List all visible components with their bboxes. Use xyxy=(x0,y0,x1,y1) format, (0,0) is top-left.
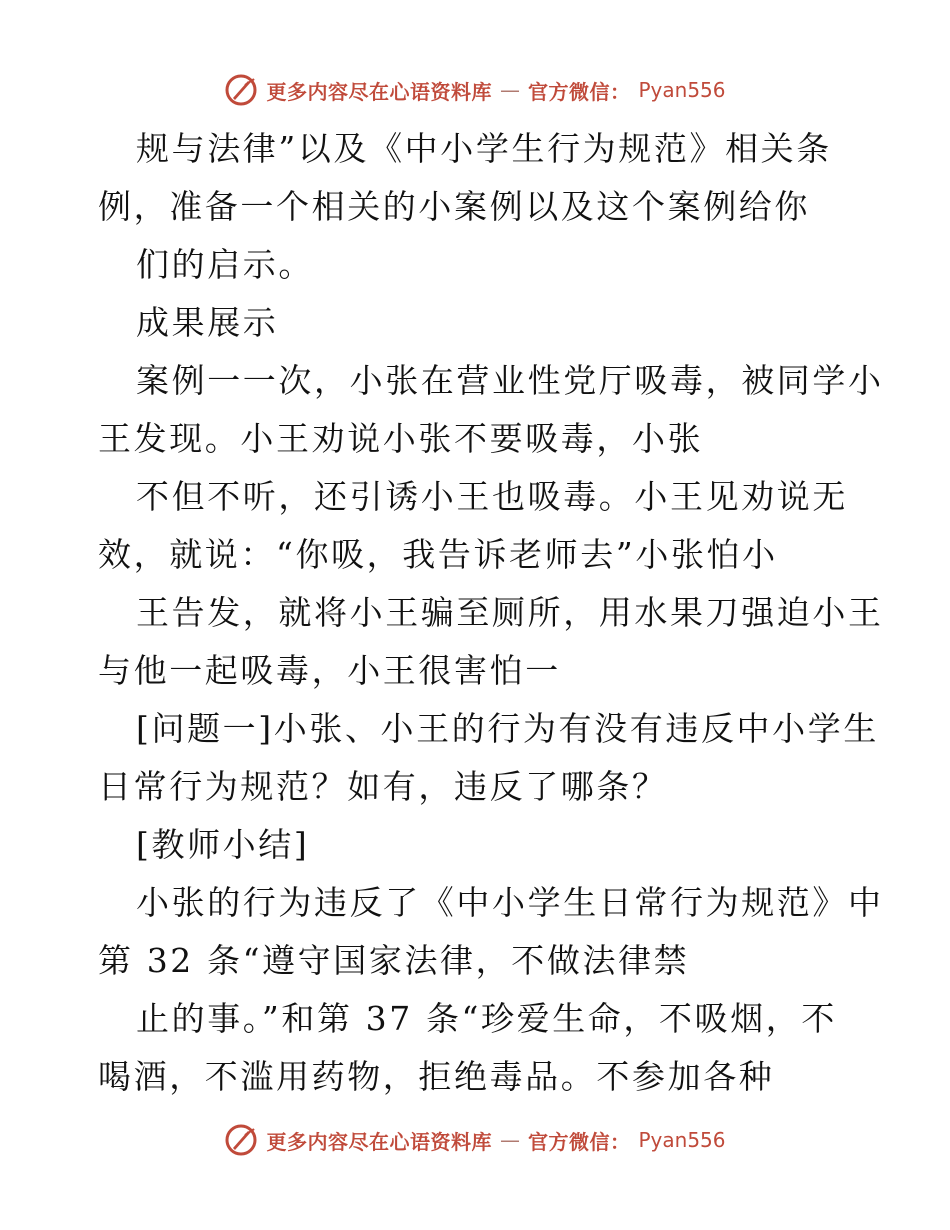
text-line: 规与法律”以及《中小学生行为规范》相关条 xyxy=(136,129,832,168)
text-line: 效，就说：“你吸，我告诉老师去”小张怕小 xyxy=(98,535,778,574)
text-line: 王发现。小王劝说小张不要吸毒，小张 xyxy=(98,419,704,458)
text-line: 止的事。”和第 37 条“珍爱生命，不吸烟，不 xyxy=(136,999,838,1038)
text-line: 喝酒，不滥用药物，拒绝毒品。不参加各种 xyxy=(98,1057,775,1096)
watermark-text: 更多内容尽在心语资料库 xyxy=(266,1129,492,1154)
watermark-text: 更多内容尽在心语资料库 xyxy=(266,79,492,104)
watermark-official-label: 官方微信： xyxy=(527,79,631,104)
text-line: [问题一]小张、小王的行为有没有违反中小学生 xyxy=(136,709,879,748)
text-line: 们的启示。 xyxy=(136,245,314,284)
text-line: 例，准备一个相关的小案例以及这个案例给你 xyxy=(98,187,810,226)
quill-logo-icon xyxy=(224,1123,258,1157)
watermark-account: Pyan556 xyxy=(638,78,726,102)
text-line: 成果展示 xyxy=(136,303,279,342)
footer-watermark xyxy=(0,1120,950,1160)
watermark-separator: — xyxy=(499,1128,520,1152)
watermark-account: Pyan556 xyxy=(638,1128,726,1152)
document-body xyxy=(98,120,884,1106)
text-line: 第 32 条“遵守国家法律，不做法律禁 xyxy=(98,941,690,980)
text-line: 不但不听，还引诱小王也吸毒。小王见劝说无 xyxy=(136,477,848,516)
text-line: 小张的行为违反了《中小学生日常行为规范》中 xyxy=(136,883,884,922)
text-line: 日常行为规范？如有，违反了哪条？ xyxy=(98,767,668,806)
watermark-separator: — xyxy=(499,78,520,102)
text-line: 案例一一次，小张在营业性党厅吸毒，被同学小 xyxy=(136,361,884,400)
watermark-official-label: 官方微信： xyxy=(527,1129,631,1154)
header-watermark xyxy=(0,70,950,110)
quill-logo-icon xyxy=(224,73,258,107)
text-line: 与他一起吸毒，小王很害怕一 xyxy=(98,651,561,690)
text-line: 王告发，就将小王骗至厕所，用水果刀强迫小王 xyxy=(136,593,884,632)
text-line: [教师小结] xyxy=(136,825,310,864)
